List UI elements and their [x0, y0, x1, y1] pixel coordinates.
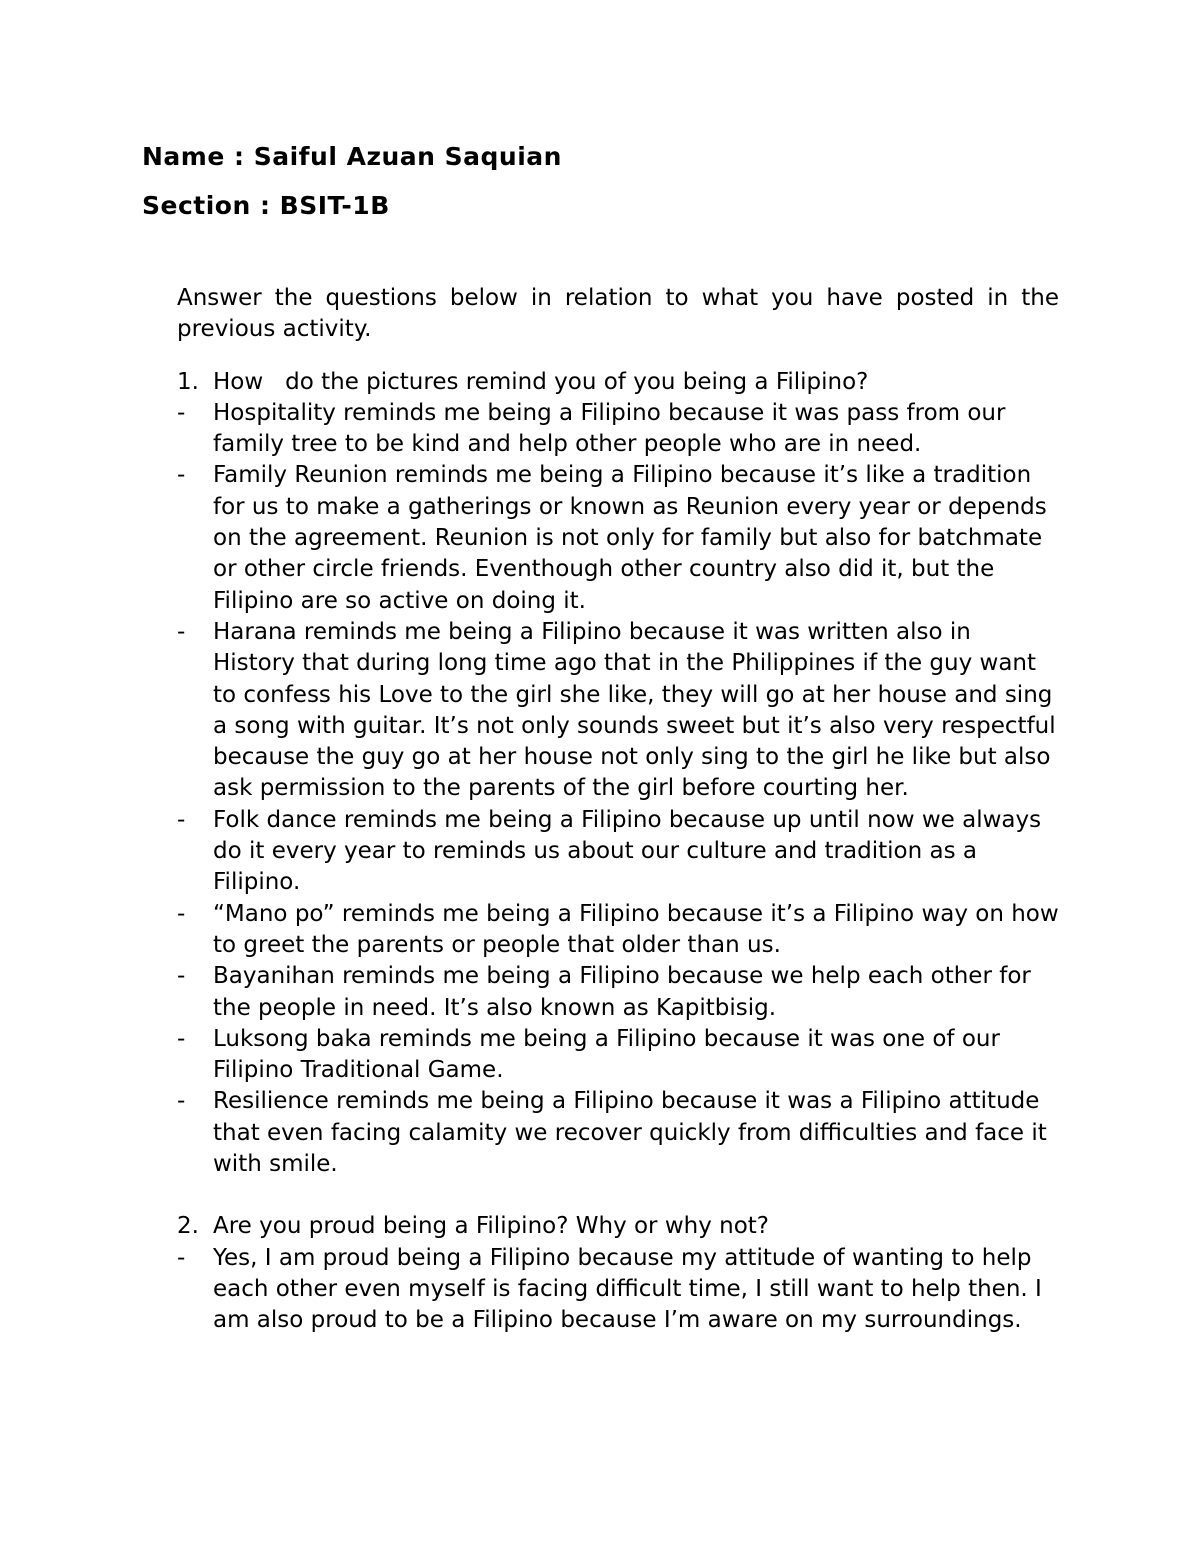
list-item	[177, 961, 1059, 1024]
list-item	[177, 805, 1059, 899]
bullet-dash: -	[177, 963, 186, 990]
question-1	[177, 367, 1059, 398]
student-section: Section : BSIT-1B	[142, 191, 390, 220]
list-item	[177, 899, 1059, 962]
document-body	[177, 283, 1059, 1337]
question-text: Are you proud being a Filipino? Why or why not?	[213, 1213, 770, 1240]
bullet-dash: -	[177, 618, 186, 645]
answer-text: Hospitality reminds me being a Filipino because it was pass from our family tree to be kind and help other people who are in need.	[213, 399, 1006, 458]
question-number: 1.	[177, 368, 199, 395]
instructions-paragraph: Answer the questions below in relation to what you have posted in the previous activity.	[177, 285, 1059, 343]
list-item	[177, 617, 1059, 805]
bullet-dash: -	[177, 1025, 186, 1052]
list-item	[177, 1086, 1059, 1180]
question-number: 2.	[177, 1213, 199, 1240]
answer-text: Resilience reminds me being a Filipino because it was a Filipino attitude that even facing calamity we recover quickly from difficulties and face it with smile.	[213, 1088, 1047, 1178]
answer-list-1	[177, 398, 1059, 1180]
list-item	[177, 1243, 1059, 1337]
answer-text: “Mano po” reminds me being a Filipino because it’s a Filipino way on how to greet the parents or people that older than us.	[213, 900, 1059, 958]
answer-list-2	[177, 1243, 1059, 1337]
bullet-dash: -	[177, 806, 186, 833]
bullet-dash: -	[177, 900, 186, 927]
bullet-dash: -	[177, 399, 186, 426]
student-name: Name : Saiful Azuan Saquian	[142, 142, 562, 171]
answer-text: Luksong baka reminds me being a Filipino because it was one of our Filipino Traditional Game.	[213, 1025, 1000, 1084]
answer-text: Folk dance reminds me being a Filipino because up until now we always do it every year to reminds us about our culture and tradition as a Filipino.	[213, 806, 1042, 896]
list-item	[177, 398, 1059, 461]
bullet-dash: -	[177, 1244, 186, 1271]
list-item	[177, 1024, 1059, 1087]
question-2	[177, 1211, 1059, 1242]
answer-text: Harana reminds me being a Filipino because it was written also in History that during long time ago that in the Philippines if the guy want to confess his Love to the girl she like, they will go at her house and sing a song with guitar. It’s not only sounds sweet but it’s also very respectful because the guy go at her house not only sing to the girl he like but also ask permission to the parents of the girl before courting her.	[213, 618, 1056, 802]
answer-text: Bayanihan reminds me being a Filipino because we help each other for the people in need. It’s also known as Kapitbisig.	[213, 963, 1031, 1021]
bullet-dash: -	[177, 1088, 186, 1115]
bullet-dash: -	[177, 462, 186, 489]
question-text: How do the pictures remind you of you being a Filipino?	[213, 368, 869, 395]
answer-text: Yes, I am proud being a Filipino because my attitude of wanting to help each other even myself is facing difficult time, I still want to help then. I am also proud to be a Filipino because I’m aware on my surroundings.	[213, 1244, 1042, 1334]
list-item	[177, 460, 1059, 616]
answer-text: Family Reunion reminds me being a Filipino because it’s like a tradition for us to make a gatherings or known as Reunion every year or depends on the agreement. Reunion is not only for family but also for batchmate or other circle friends. Eventhough other country also did it, but the Filipino are so active on doing it.	[213, 462, 1047, 614]
